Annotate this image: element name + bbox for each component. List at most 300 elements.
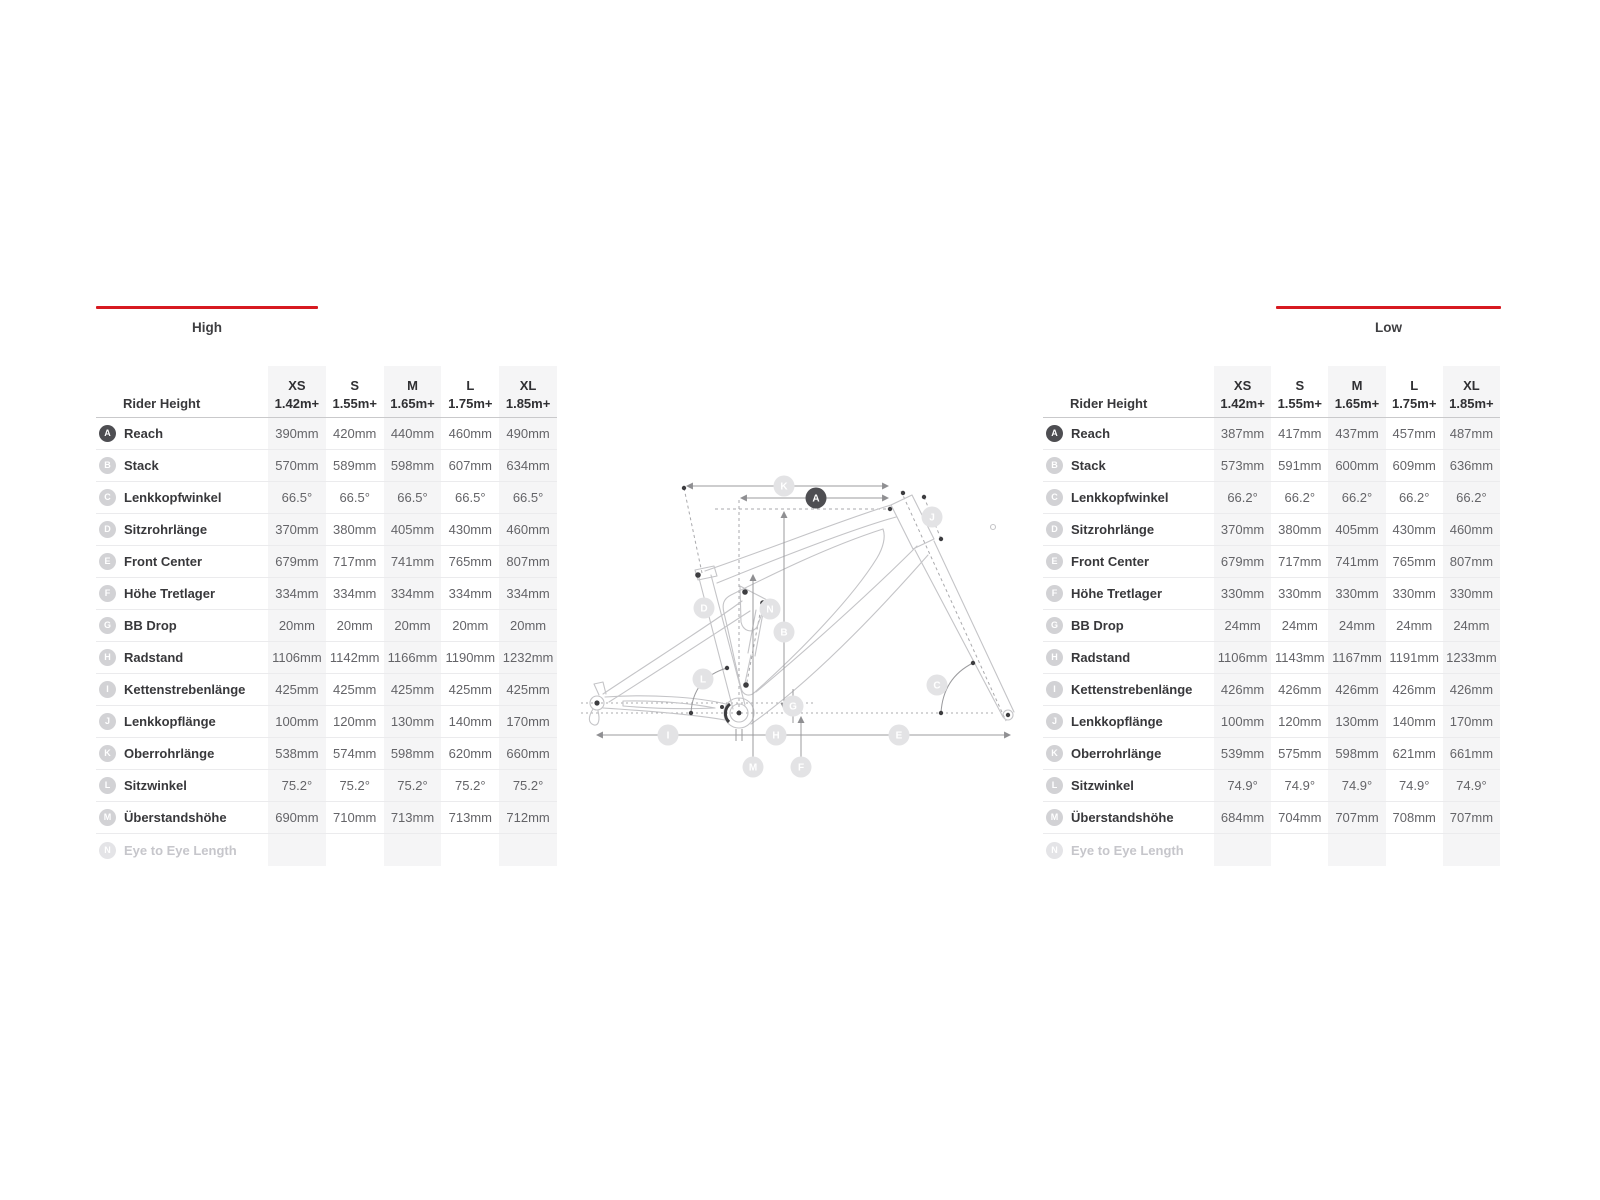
letter-badge-h: H (99, 649, 116, 666)
value-cell: 75.2° (499, 770, 557, 801)
value-cell: 1233mm (1443, 642, 1500, 673)
svg-text:H: H (772, 730, 780, 742)
svg-text:A: A (812, 493, 820, 505)
value-cell: 20mm (384, 610, 442, 641)
row-label: Sitzwinkel (124, 778, 187, 793)
value-cell: 334mm (268, 578, 326, 609)
value-cell: 460mm (1443, 514, 1500, 545)
value-cell: 170mm (1443, 706, 1500, 737)
value-cell: 170mm (499, 706, 557, 737)
svg-text:I: I (666, 730, 670, 742)
letter-badge-n: N (1046, 842, 1063, 859)
value-cell: 437mm (1328, 418, 1385, 449)
size-column-header-xl: XL 1.85m+ (1443, 366, 1500, 417)
tab-low-label: Low (1375, 320, 1402, 335)
letter-badge-c: C (1046, 489, 1063, 506)
value-cell: 598mm (384, 450, 442, 481)
value-cell: 425mm (499, 674, 557, 705)
table-row-c[interactable] (96, 482, 557, 514)
row-label-cell (1043, 642, 1214, 673)
letter-badge-b: B (1046, 457, 1063, 474)
value-cell: 598mm (384, 738, 442, 769)
value-cell: 717mm (333, 554, 377, 569)
table-row-e[interactable] (1043, 546, 1500, 578)
row-label-cell (96, 770, 268, 801)
value-cell: 66.5° (384, 482, 442, 513)
value-cell: 1106mm (268, 642, 326, 673)
value-cell: 1190mm (445, 650, 496, 665)
svg-text:K: K (780, 481, 788, 493)
table-row-j[interactable] (1043, 706, 1500, 738)
row-label-cell (96, 418, 268, 449)
svg-text:C: C (933, 680, 941, 692)
row-label-cell (96, 450, 268, 481)
size-column-header-s: S 1.55m+ (332, 378, 377, 411)
value-cell: 66.2° (1398, 490, 1430, 505)
letter-badge-e: E (99, 553, 116, 570)
value-cell: 20mm (268, 610, 326, 641)
svg-text:B: B (780, 627, 788, 639)
row-label-cell (96, 578, 268, 609)
value-cell: 24mm (1443, 610, 1500, 641)
value-cell: 1166mm (384, 642, 442, 673)
row-label-cell (1043, 674, 1214, 705)
letter-badge-g: G (1046, 617, 1063, 634)
value-cell: 570mm (268, 450, 326, 481)
row-label-cell (1043, 578, 1214, 609)
value-cell: 74.9° (1284, 778, 1316, 793)
value-cell (1214, 834, 1271, 866)
row-label: Höhe Tretlager (124, 586, 216, 601)
value-cell: 591mm (1278, 458, 1322, 473)
value-cell: 426mm (1443, 674, 1500, 705)
value-cell: 405mm (384, 514, 442, 545)
value-cell: 741mm (384, 546, 442, 577)
row-label: Kettenstrebenlänge (1071, 682, 1193, 697)
letter-badge-d: D (1046, 521, 1063, 538)
size-column-header-l: L 1.75m+ (448, 378, 493, 411)
table-row-f[interactable] (1043, 578, 1500, 610)
row-label-cell (96, 546, 268, 577)
value-cell: 66.2° (1214, 482, 1271, 513)
value-cell: 66.2° (1328, 482, 1385, 513)
row-label: Stack (124, 458, 159, 473)
row-label-cell (96, 738, 268, 769)
table-header-row (1043, 366, 1500, 418)
diagram-badge-h (766, 725, 787, 746)
table-row-l[interactable] (1043, 770, 1500, 802)
diagram-badge-b (774, 622, 795, 643)
svg-text:F: F (797, 762, 805, 774)
geometry-table-low (1043, 366, 1500, 866)
value-cell: 130mm (384, 706, 442, 737)
value-cell: 636mm (1443, 450, 1500, 481)
shock (748, 610, 756, 653)
value-cell: 330mm (1328, 578, 1385, 609)
table-row-b[interactable] (1043, 450, 1500, 482)
value-cell: 330mm (1214, 578, 1271, 609)
size-column-header-m: M 1.65m+ (384, 366, 442, 417)
value-cell (268, 834, 326, 866)
value-cell: 707mm (1328, 802, 1385, 833)
value-cell: 426mm (1278, 682, 1322, 697)
value-cell: 140mm (1392, 714, 1436, 729)
row-label-cell (96, 482, 268, 513)
value-cell: 75.2° (339, 778, 370, 793)
row-label: Sitzrohrlänge (124, 522, 208, 537)
value-cell: 66.5° (268, 482, 326, 513)
value-cell: 417mm (1278, 426, 1322, 441)
tab-low[interactable] (1276, 306, 1501, 335)
value-cell: 490mm (499, 418, 557, 449)
value-cell: 712mm (499, 802, 557, 833)
row-label: BB Drop (1071, 618, 1124, 633)
table-row-d[interactable] (1043, 514, 1500, 546)
table-row-m[interactable] (96, 802, 557, 834)
table-row-g[interactable] (96, 610, 557, 642)
value-cell: 370mm (268, 514, 326, 545)
svg-text:L: L (699, 674, 707, 686)
letter-badge-a: A (99, 425, 116, 442)
svg-text:E: E (895, 730, 903, 742)
table-row-b[interactable] (96, 450, 557, 482)
value-cell: 130mm (1328, 706, 1385, 737)
row-label-cell (1043, 546, 1214, 577)
value-cell: 457mm (1392, 426, 1436, 441)
value-cell: 660mm (499, 738, 557, 769)
value-cell: 66.2° (1284, 490, 1316, 505)
value-cell: 66.2° (1443, 482, 1500, 513)
size-column-header-xs: XS 1.42m+ (1214, 366, 1271, 417)
value-cell (499, 834, 557, 866)
value-cell: 620mm (448, 746, 492, 761)
value-cell: 334mm (499, 578, 557, 609)
letter-badge-h: H (1046, 649, 1063, 666)
value-cell: 24mm (1281, 618, 1318, 633)
value-cell: 24mm (1328, 610, 1385, 641)
table-row-f[interactable] (96, 578, 557, 610)
row-label-cell (96, 514, 268, 545)
table-row-e[interactable] (96, 546, 557, 578)
row-label: Lenkkopflänge (124, 714, 216, 729)
value-cell: 600mm (1328, 450, 1385, 481)
value-cell: 405mm (1328, 514, 1385, 545)
value-cell: 74.9° (1443, 770, 1500, 801)
top-tube (705, 505, 891, 571)
value-cell: 66.5° (455, 490, 486, 505)
letter-badge-l: L (99, 777, 116, 794)
letter-badge-j: J (1046, 713, 1063, 730)
value-cell: 75.2° (455, 778, 486, 793)
letter-badge-k: K (1046, 745, 1063, 762)
diagram-badge-n (760, 599, 781, 620)
diagram-badge-i (658, 725, 679, 746)
row-label: Kettenstrebenlänge (124, 682, 246, 697)
row-label-cell (96, 802, 268, 833)
value-cell: 120mm (1278, 714, 1322, 729)
value-cell: 24mm (1396, 618, 1433, 633)
value-cell: 390mm (268, 418, 326, 449)
row-label: Stack (1071, 458, 1106, 473)
letter-badge-m: M (99, 809, 116, 826)
frame-outline (589, 495, 1014, 728)
table-row-h[interactable] (1043, 642, 1500, 674)
row-label: Überstandshöhe (124, 810, 227, 825)
size-column-header-xl: XL 1.85m+ (499, 366, 557, 417)
table-row-k[interactable] (96, 738, 557, 770)
value-cell: 425mm (384, 674, 442, 705)
value-cell: 575mm (1278, 746, 1322, 761)
row-label-cell (1043, 738, 1214, 769)
size-column-header-s: S 1.55m+ (1277, 378, 1323, 411)
value-cell: 425mm (268, 674, 326, 705)
rider-height-label: Rider Height (123, 396, 201, 411)
value-cell: 710mm (333, 810, 377, 825)
geometry-table-high (96, 366, 557, 866)
diagram-letter-badges (658, 476, 948, 778)
row-label: Reach (124, 426, 164, 441)
value-cell: 538mm (268, 738, 326, 769)
letter-badge-c: C (99, 489, 116, 506)
table-row-n[interactable] (1043, 834, 1500, 866)
table-header-row (96, 366, 557, 418)
row-label: Radstand (124, 650, 184, 665)
row-label: Lenkkopflänge (1071, 714, 1163, 729)
letter-badge-i: I (1046, 681, 1063, 698)
diagram-badge-c (927, 675, 948, 696)
value-cell: 679mm (1214, 546, 1271, 577)
value-cell: 1106mm (1214, 642, 1271, 673)
rider-height-label: Rider Height (1070, 396, 1148, 411)
value-cell: 380mm (1278, 522, 1322, 537)
value-cell: 661mm (1443, 738, 1500, 769)
value-cell (326, 834, 384, 866)
value-cell: 708mm (1392, 810, 1436, 825)
letter-badge-l: L (1046, 777, 1063, 794)
row-label: Höhe Tretlager (1071, 586, 1163, 601)
svg-text:G: G (789, 701, 797, 713)
value-cell: 460mm (499, 514, 557, 545)
letter-badge-i: I (99, 681, 116, 698)
row-label: Radstand (1071, 650, 1131, 665)
row-label-cell (1043, 802, 1214, 833)
value-cell: 684mm (1214, 802, 1271, 833)
diagram-badge-j (922, 507, 943, 528)
value-cell: 380mm (333, 522, 377, 537)
value-cell: 765mm (448, 554, 492, 569)
table-row-a[interactable] (96, 418, 557, 450)
letter-badge-n: N (99, 842, 116, 859)
value-cell: 765mm (1392, 554, 1436, 569)
value-cell: 387mm (1214, 418, 1271, 449)
value-cell: 74.9° (1328, 770, 1385, 801)
table-row-a[interactable] (1043, 418, 1500, 450)
value-cell: 74.9° (1398, 778, 1430, 793)
value-cell: 621mm (1392, 746, 1436, 761)
table-row-c[interactable] (1043, 482, 1500, 514)
value-cell: 704mm (1278, 810, 1322, 825)
value-cell: 634mm (499, 450, 557, 481)
value-cell (1271, 834, 1328, 866)
row-label-cell (1043, 706, 1214, 737)
row-label-cell (96, 610, 268, 641)
value-cell: 426mm (1328, 674, 1385, 705)
value-cell: 74.9° (1214, 770, 1271, 801)
value-cell: 66.5° (339, 490, 370, 505)
row-label-cell (96, 642, 268, 673)
value-cell: 330mm (1392, 586, 1436, 601)
table-row-i[interactable] (96, 674, 557, 706)
value-cell: 24mm (1214, 610, 1271, 641)
diagram-badge-a (806, 488, 827, 509)
value-cell: 430mm (1392, 522, 1436, 537)
value-cell: 330mm (1443, 578, 1500, 609)
value-cell: 420mm (333, 426, 377, 441)
value-cell: 75.2° (268, 770, 326, 801)
value-cell: 690mm (268, 802, 326, 833)
tab-high-label: High (192, 320, 222, 335)
row-label: Oberrohrlänge (124, 746, 215, 761)
row-label-cell (96, 674, 268, 705)
value-cell: 713mm (384, 802, 442, 833)
row-label-cell (1043, 770, 1214, 801)
value-cell: 20mm (452, 618, 489, 633)
value-cell: 440mm (384, 418, 442, 449)
diagram-badge-m (743, 757, 764, 778)
svg-text:N: N (766, 604, 774, 616)
value-cell: 707mm (1443, 802, 1500, 833)
value-cell (1328, 834, 1385, 866)
row-label-cell (1043, 418, 1214, 449)
diagram-badge-f (791, 757, 812, 778)
value-cell: 679mm (268, 546, 326, 577)
value-cell: 713mm (448, 810, 492, 825)
value-cell: 1142mm (329, 650, 380, 665)
table-row-k[interactable] (1043, 738, 1500, 770)
table-row-m[interactable] (1043, 802, 1500, 834)
row-label: Eye to Eye Length (124, 842, 237, 858)
value-cell: 426mm (1392, 682, 1436, 697)
value-cell: 330mm (1278, 586, 1322, 601)
value-cell: 741mm (1328, 546, 1385, 577)
row-label-cell (1043, 834, 1214, 866)
value-cell: 120mm (333, 714, 377, 729)
diagram-badge-k (774, 476, 795, 497)
value-cell: 589mm (333, 458, 377, 473)
fork (915, 550, 1003, 717)
row-label-cell (1043, 514, 1214, 545)
value-cell: 426mm (1214, 674, 1271, 705)
value-cell: 807mm (499, 546, 557, 577)
letter-badge-e: E (1046, 553, 1063, 570)
value-cell: 609mm (1392, 458, 1436, 473)
row-label-cell (1043, 450, 1214, 481)
row-label: Front Center (1071, 554, 1149, 569)
value-cell: 1167mm (1328, 642, 1385, 673)
svg-text:D: D (700, 603, 708, 615)
table-row-l[interactable] (96, 770, 557, 802)
letter-badge-f: F (99, 585, 116, 602)
value-cell: 574mm (333, 746, 377, 761)
value-cell: 607mm (448, 458, 492, 473)
value-cell: 539mm (1214, 738, 1271, 769)
diagram-badge-l (693, 669, 714, 690)
row-label: Sitzwinkel (1071, 778, 1134, 793)
tab-high[interactable] (96, 306, 318, 335)
letter-badge-a: A (1046, 425, 1063, 442)
size-column-header-xs: XS 1.42m+ (268, 366, 326, 417)
table-row-j[interactable] (96, 706, 557, 738)
table-row-h[interactable] (96, 642, 557, 674)
svg-text:M: M (748, 762, 758, 774)
row-label: Überstandshöhe (1071, 810, 1174, 825)
value-cell: 487mm (1443, 418, 1500, 449)
value-cell: 140mm (448, 714, 492, 729)
row-label: Reach (1071, 426, 1111, 441)
value-cell: 425mm (333, 682, 377, 697)
value-cell: 1232mm (499, 642, 557, 673)
table-row-n[interactable] (96, 834, 557, 866)
row-label: Oberrohrlänge (1071, 746, 1162, 761)
value-cell: 334mm (384, 578, 442, 609)
value-cell: 20mm (499, 610, 557, 641)
value-cell: 334mm (333, 586, 377, 601)
row-label: Lenkkopfwinkel (1071, 490, 1169, 505)
svg-text:J: J (929, 512, 935, 524)
diagram-badge-e (889, 725, 910, 746)
dimension-lines (597, 486, 1010, 763)
letter-badge-j: J (99, 713, 116, 730)
value-cell: 573mm (1214, 450, 1271, 481)
value-cell: 334mm (448, 586, 492, 601)
value-cell: 100mm (268, 706, 326, 737)
table-row-d[interactable] (96, 514, 557, 546)
value-cell: 66.5° (499, 482, 557, 513)
letter-badge-k: K (99, 745, 116, 762)
tab-high-active-indicator (96, 306, 318, 309)
table-row-g[interactable] (1043, 610, 1500, 642)
row-label-cell (1043, 610, 1214, 641)
value-cell (441, 834, 499, 866)
value-cell: 717mm (1278, 554, 1322, 569)
row-label: Sitzrohrlänge (1071, 522, 1155, 537)
letter-badge-f: F (1046, 585, 1063, 602)
value-cell: 598mm (1328, 738, 1385, 769)
value-cell (1386, 834, 1443, 866)
size-column-header-l: L 1.75m+ (1391, 378, 1437, 411)
value-cell: 425mm (448, 682, 492, 697)
table-row-i[interactable] (1043, 674, 1500, 706)
value-cell: 100mm (1214, 706, 1271, 737)
row-label-cell (1043, 482, 1214, 513)
value-cell: 430mm (448, 522, 492, 537)
value-cell: 1191mm (1389, 650, 1439, 665)
value-cell: 1143mm (1274, 650, 1325, 665)
value-cell: 370mm (1214, 514, 1271, 545)
row-label: Lenkkopfwinkel (124, 490, 222, 505)
row-label-cell (96, 706, 268, 737)
value-cell: 460mm (448, 426, 492, 441)
value-cell (1443, 834, 1500, 866)
value-cell: 20mm (336, 618, 373, 633)
row-label-cell (96, 834, 268, 866)
row-label: Eye to Eye Length (1071, 842, 1184, 858)
letter-badge-b: B (99, 457, 116, 474)
letter-badge-g: G (99, 617, 116, 634)
down-tube (756, 546, 917, 692)
tab-low-active-indicator (1276, 306, 1501, 309)
bike-frame-diagram (565, 445, 1015, 780)
